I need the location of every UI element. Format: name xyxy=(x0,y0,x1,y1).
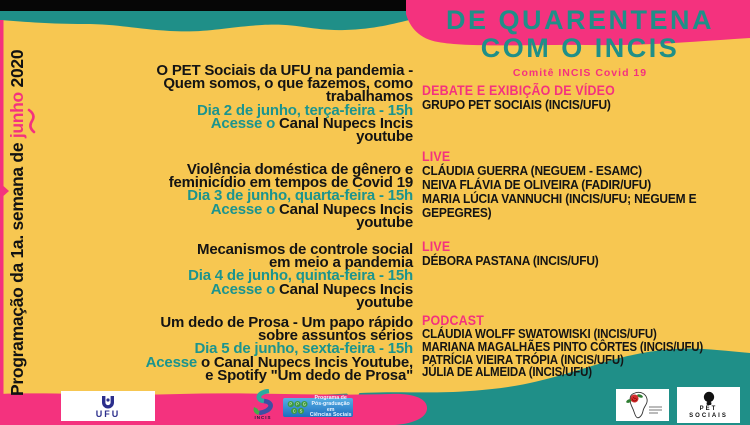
ufu-logo-label: UFU xyxy=(95,408,121,419)
event-access-channel: Canal Nupecs Incis xyxy=(279,280,413,298)
session-block-1 xyxy=(422,84,726,112)
session-person: JÚLIA DE ALMEIDA (INCIS/UFU) xyxy=(422,365,592,380)
session-tag: LIVE xyxy=(422,239,451,254)
page-title-line1: DE QUARENTENA xyxy=(445,5,714,35)
header xyxy=(410,6,750,79)
left-pink-strip xyxy=(0,20,4,425)
ppgcs-circles-icon xyxy=(283,398,308,417)
pet-sociais-logo-box xyxy=(677,387,740,423)
event-title-line: Um dedo de Prosa - Um papo rápido xyxy=(160,314,413,331)
event-access-line2: youtube xyxy=(356,128,413,146)
sidebar-vertical-title xyxy=(7,50,28,396)
pet-logo-line1: PET xyxy=(699,406,718,412)
session-person: DÉBORA PASTANA (INCIS/UFU) xyxy=(422,253,599,268)
event-title-line: em meio a pandemia xyxy=(269,254,413,272)
session-block-4 xyxy=(422,314,726,379)
top-teal-wave xyxy=(0,11,417,31)
event-date: Dia 5 de junho, sexta-feira - 15h xyxy=(194,340,413,358)
session-tag: DEBATE E EXIBIÇÃO DE VÍDEO xyxy=(422,83,615,98)
session-person: NEIVA FLÁVIA DE OLIVEIRA (FADIR/UFU) xyxy=(422,177,652,192)
event-date: Dia 3 de junho, quarta-feira - 15h xyxy=(187,187,413,205)
event-access-prefix: Acesse o xyxy=(210,114,280,132)
event-title-line: Quem somos, o que fazemos, como xyxy=(163,75,413,93)
event-title-line: Violência doméstica de gênero e xyxy=(186,161,413,178)
session-person: CLÁUDIA WOLFF SWATOWISKI (INCIS/UFU) xyxy=(422,327,657,341)
incis-ribbon-icon xyxy=(250,389,276,415)
sidebar-title-prefix: Programação da 1a. semana de xyxy=(7,138,27,396)
session-person: MARIANA MAGALHÃES PINTO CÔRTES (INCIS/UFU) xyxy=(422,339,704,354)
event-access-channel: Canal Nupecs Incis xyxy=(279,114,413,132)
event-block-4 xyxy=(30,316,413,382)
sidebar-title-suffix: 2020 xyxy=(7,49,27,93)
event-title-line: sobre assuntos sérios xyxy=(257,327,413,345)
event-block-3 xyxy=(30,243,413,309)
event-date: Dia 2 de junho, terça-feira - 15h xyxy=(197,101,413,119)
pet-logo-line2: SOCIAIS xyxy=(689,412,728,419)
header-subtitle: Comitê INCIS Covid 19 xyxy=(512,67,648,79)
alas-map-rose-icon xyxy=(619,391,667,419)
event-access-prefix: Acesse o xyxy=(210,280,280,298)
lightbulb-icon xyxy=(702,391,716,406)
ufu-emblem-icon xyxy=(99,395,117,410)
session-person: GRUPO PET SOCIAIS (INCIS/UFU) xyxy=(422,97,611,112)
event-block-2 xyxy=(30,163,413,229)
event-title-line: feminicídio em tempos de Covid 19 xyxy=(168,174,413,192)
session-person: PATRÍCIA VIEIRA TRÓPIA (INCIS/UFU) xyxy=(422,352,624,367)
event-access-line2: youtube xyxy=(356,293,413,311)
incis-logo-label: INCIS xyxy=(254,415,272,420)
session-tag: PODCAST xyxy=(422,313,485,328)
incis-logo xyxy=(246,389,280,423)
page-title-line2: COM O INCIS xyxy=(480,33,680,63)
ufu-logo-box xyxy=(61,391,155,421)
alas-logo-box xyxy=(616,389,669,421)
svg-text:P: P xyxy=(296,401,299,407)
event-access-prefix: Acesse o xyxy=(210,200,280,218)
event-block-1 xyxy=(30,62,413,146)
event-access-prefix: Acesse xyxy=(145,353,201,371)
event-date: Dia 4 de junho, quinta-feira - 15h xyxy=(188,267,413,285)
session-tag: LIVE xyxy=(422,149,451,164)
ppgcs-logo-box xyxy=(283,394,353,419)
event-access-channel: o Canal Nupecs Incis Youtube, xyxy=(200,353,413,371)
event-title-line: trabalhamos xyxy=(326,88,413,106)
svg-text:P: P xyxy=(289,401,293,407)
svg-text:S: S xyxy=(299,408,303,414)
session-person: CLÁUDIA GUERRA (NEGUEM - ESAMC) xyxy=(422,163,642,178)
session-person: MARIA LÚCIA VANNUCHI (INCIS/UFU; NEGUEM E GEPEGRES) xyxy=(422,191,697,220)
session-block-2 xyxy=(422,150,726,220)
ppgcs-line1: Programa de Pós-graduação em xyxy=(311,394,350,413)
session-block-3 xyxy=(422,240,726,268)
ppgcs-line2: Ciências Sociais xyxy=(309,412,352,419)
ppgcs-logo-text xyxy=(308,396,353,419)
sidebar-title-highlight: junho xyxy=(7,92,27,139)
event-access-channel: Canal Nupecs Incis xyxy=(279,200,413,218)
event-access-line2: youtube xyxy=(356,213,413,231)
event-title-line: Mecanismos de controle social xyxy=(197,241,413,258)
svg-text:C: C xyxy=(292,408,296,414)
event-title-line: O PET Sociais da UFU na pandemia - xyxy=(156,62,413,79)
event-access-line2: e Spotify "Um dedo de Prosa" xyxy=(205,366,413,384)
svg-text:G: G xyxy=(302,401,306,407)
